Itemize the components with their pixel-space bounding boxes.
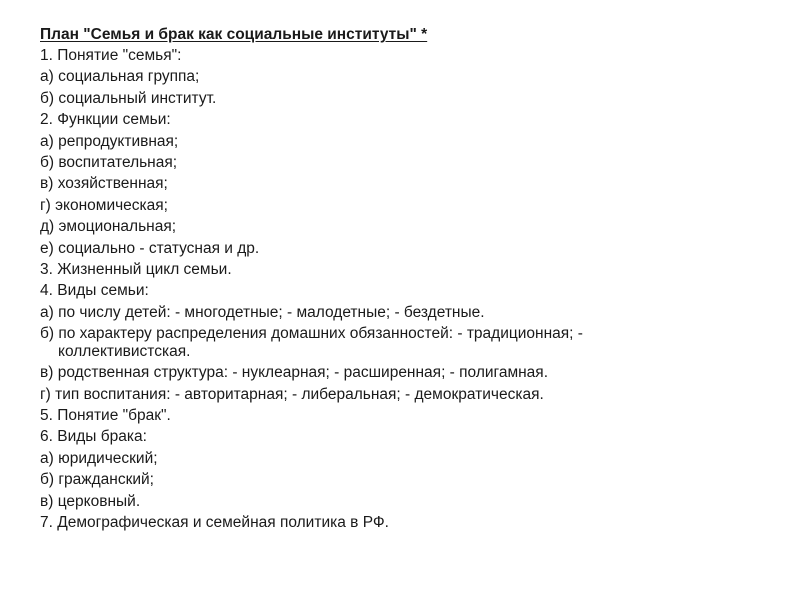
plan-lines	[40, 45, 780, 533]
plan-line: г) экономическая;	[40, 196, 168, 214]
plan-line: е) социально - статусная и др.	[40, 239, 260, 257]
plan-line: 2. Функции семьи:	[40, 111, 171, 129]
document-page	[40, 24, 780, 533]
plan-line: б) гражданский;	[40, 471, 154, 489]
plan-line: д) эмоциональная;	[40, 218, 177, 236]
plan-title: План "Семья и брак как социальные институты" *	[40, 26, 428, 43]
plan-line: г) тип воспитания: - авторитарная; - либеральная; - демократическая.	[40, 385, 544, 403]
plan-line: 5. Понятие "брак".	[40, 406, 171, 424]
plan-line: а) социальная группа;	[40, 68, 200, 86]
plan-line: в) хозяйственная;	[40, 175, 168, 193]
plan-line: а) репродуктивная;	[40, 132, 179, 150]
plan-line: б) воспитательная;	[40, 154, 178, 172]
plan-line: в) родственная структура: - нуклеарная; - расширенная; - полигамная.	[40, 364, 548, 382]
plan-line: в) церковный.	[40, 492, 141, 510]
plan-line: а) юридический;	[40, 449, 158, 467]
plan-line-continuation: коллективистская.	[58, 342, 191, 360]
plan-line: 1. Понятие "семья":	[40, 47, 182, 64]
plan-line: 3. Жизненный цикл семьи.	[40, 261, 232, 279]
plan-line: 6. Виды брака:	[40, 428, 147, 446]
plan-line: 4. Виды семьи:	[40, 282, 149, 300]
plan-line: а) по числу детей: - многодетные; - малодетные; - бездетные.	[40, 303, 485, 321]
plan-line: б) социальный институт.	[40, 89, 217, 107]
plan-line: б) по характеру распределения домашних обязанностей: - традиционная; -	[40, 325, 583, 343]
plan-line: 7. Демографическая и семейная политика в РФ.	[40, 513, 389, 531]
